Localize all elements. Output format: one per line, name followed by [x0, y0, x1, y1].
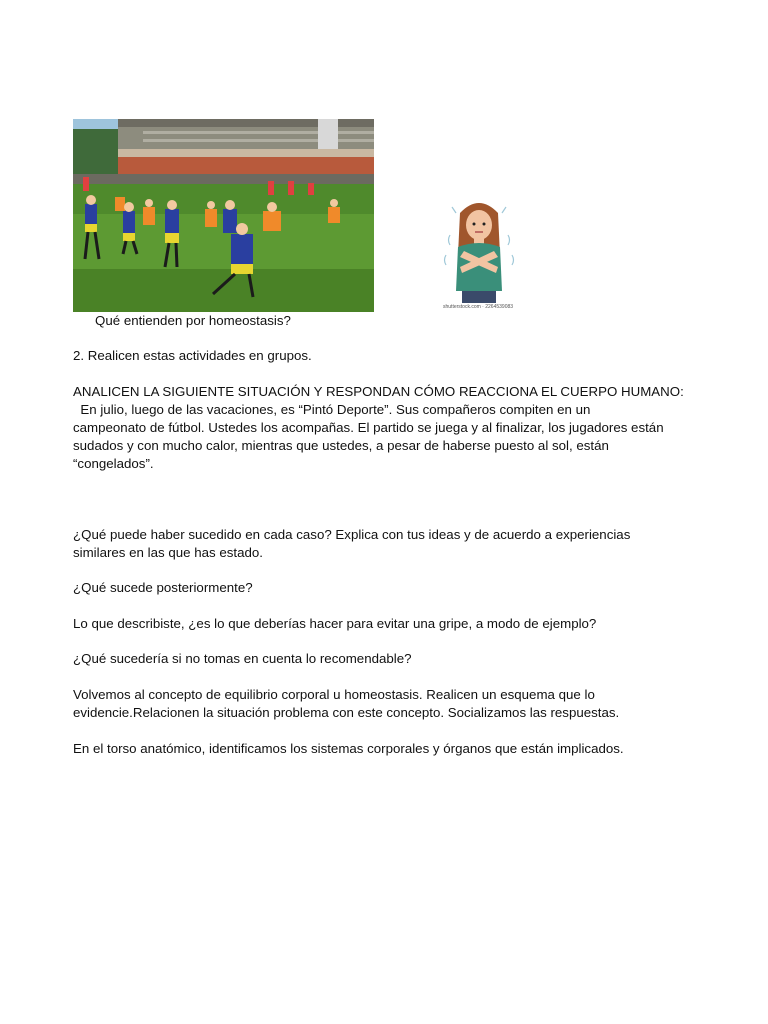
question-5 — [73, 686, 713, 722]
situation-line: campeonato de fútbol. Ustedes los acompañas. El partido se juega y al finalizar, los jugadores están — [73, 420, 664, 435]
soccer-photo-icon — [73, 119, 374, 312]
question-4: ¿Qué sucedería si no tomas en cuenta lo recomendable? — [73, 651, 412, 666]
situation-paragraph — [73, 401, 713, 473]
question-3: Lo que describiste, ¿es lo que deberías hacer para evitar una gripe, a modo de ejemplo? — [73, 616, 597, 631]
question-line: Volvemos al concepto de equilibrio corporal u homeostasis. Realicen un esquema que lo — [73, 687, 595, 702]
question-line: similares en las que has estado. — [73, 545, 263, 560]
question-homeostasis: Qué entienden por homeostasis? — [95, 313, 291, 328]
question-1 — [73, 526, 713, 562]
cold-girl-illustration-icon — [438, 195, 520, 315]
situation-line: “congelados”. — [73, 456, 154, 471]
situation-heading: ANALICEN LA SIGUIENTE SITUACIÓN Y RESPONDAN CÓMO REACCIONA EL CUERPO HUMANO: — [73, 384, 684, 399]
question-line: ¿Qué puede haber sucedido en cada caso? Explica con tus ideas y de acuerdo a experiencias — [73, 527, 631, 542]
item-2: 2. Realicen estas actividades en grupos. — [73, 348, 312, 363]
image-credit: shutterstock.com · 2264539083 — [443, 304, 514, 310]
question-6: En el torso anatómico, identificamos los sistemas corporales y órganos que están implicados. — [73, 741, 624, 756]
question-2: ¿Qué sucede posteriormente? — [73, 580, 253, 595]
situation-line: sudados y con mucho calor, mientras que ustedes, a pesar de haberse puesto al sol, están — [73, 438, 609, 453]
situation-line: En julio, luego de las vacaciones, es “Pintó Deporte”. Sus compañeros compiten en un — [73, 402, 591, 417]
question-line: evidencie.Relacionen la situación problema con este concepto. Socializamos las respuestas. — [73, 705, 620, 720]
